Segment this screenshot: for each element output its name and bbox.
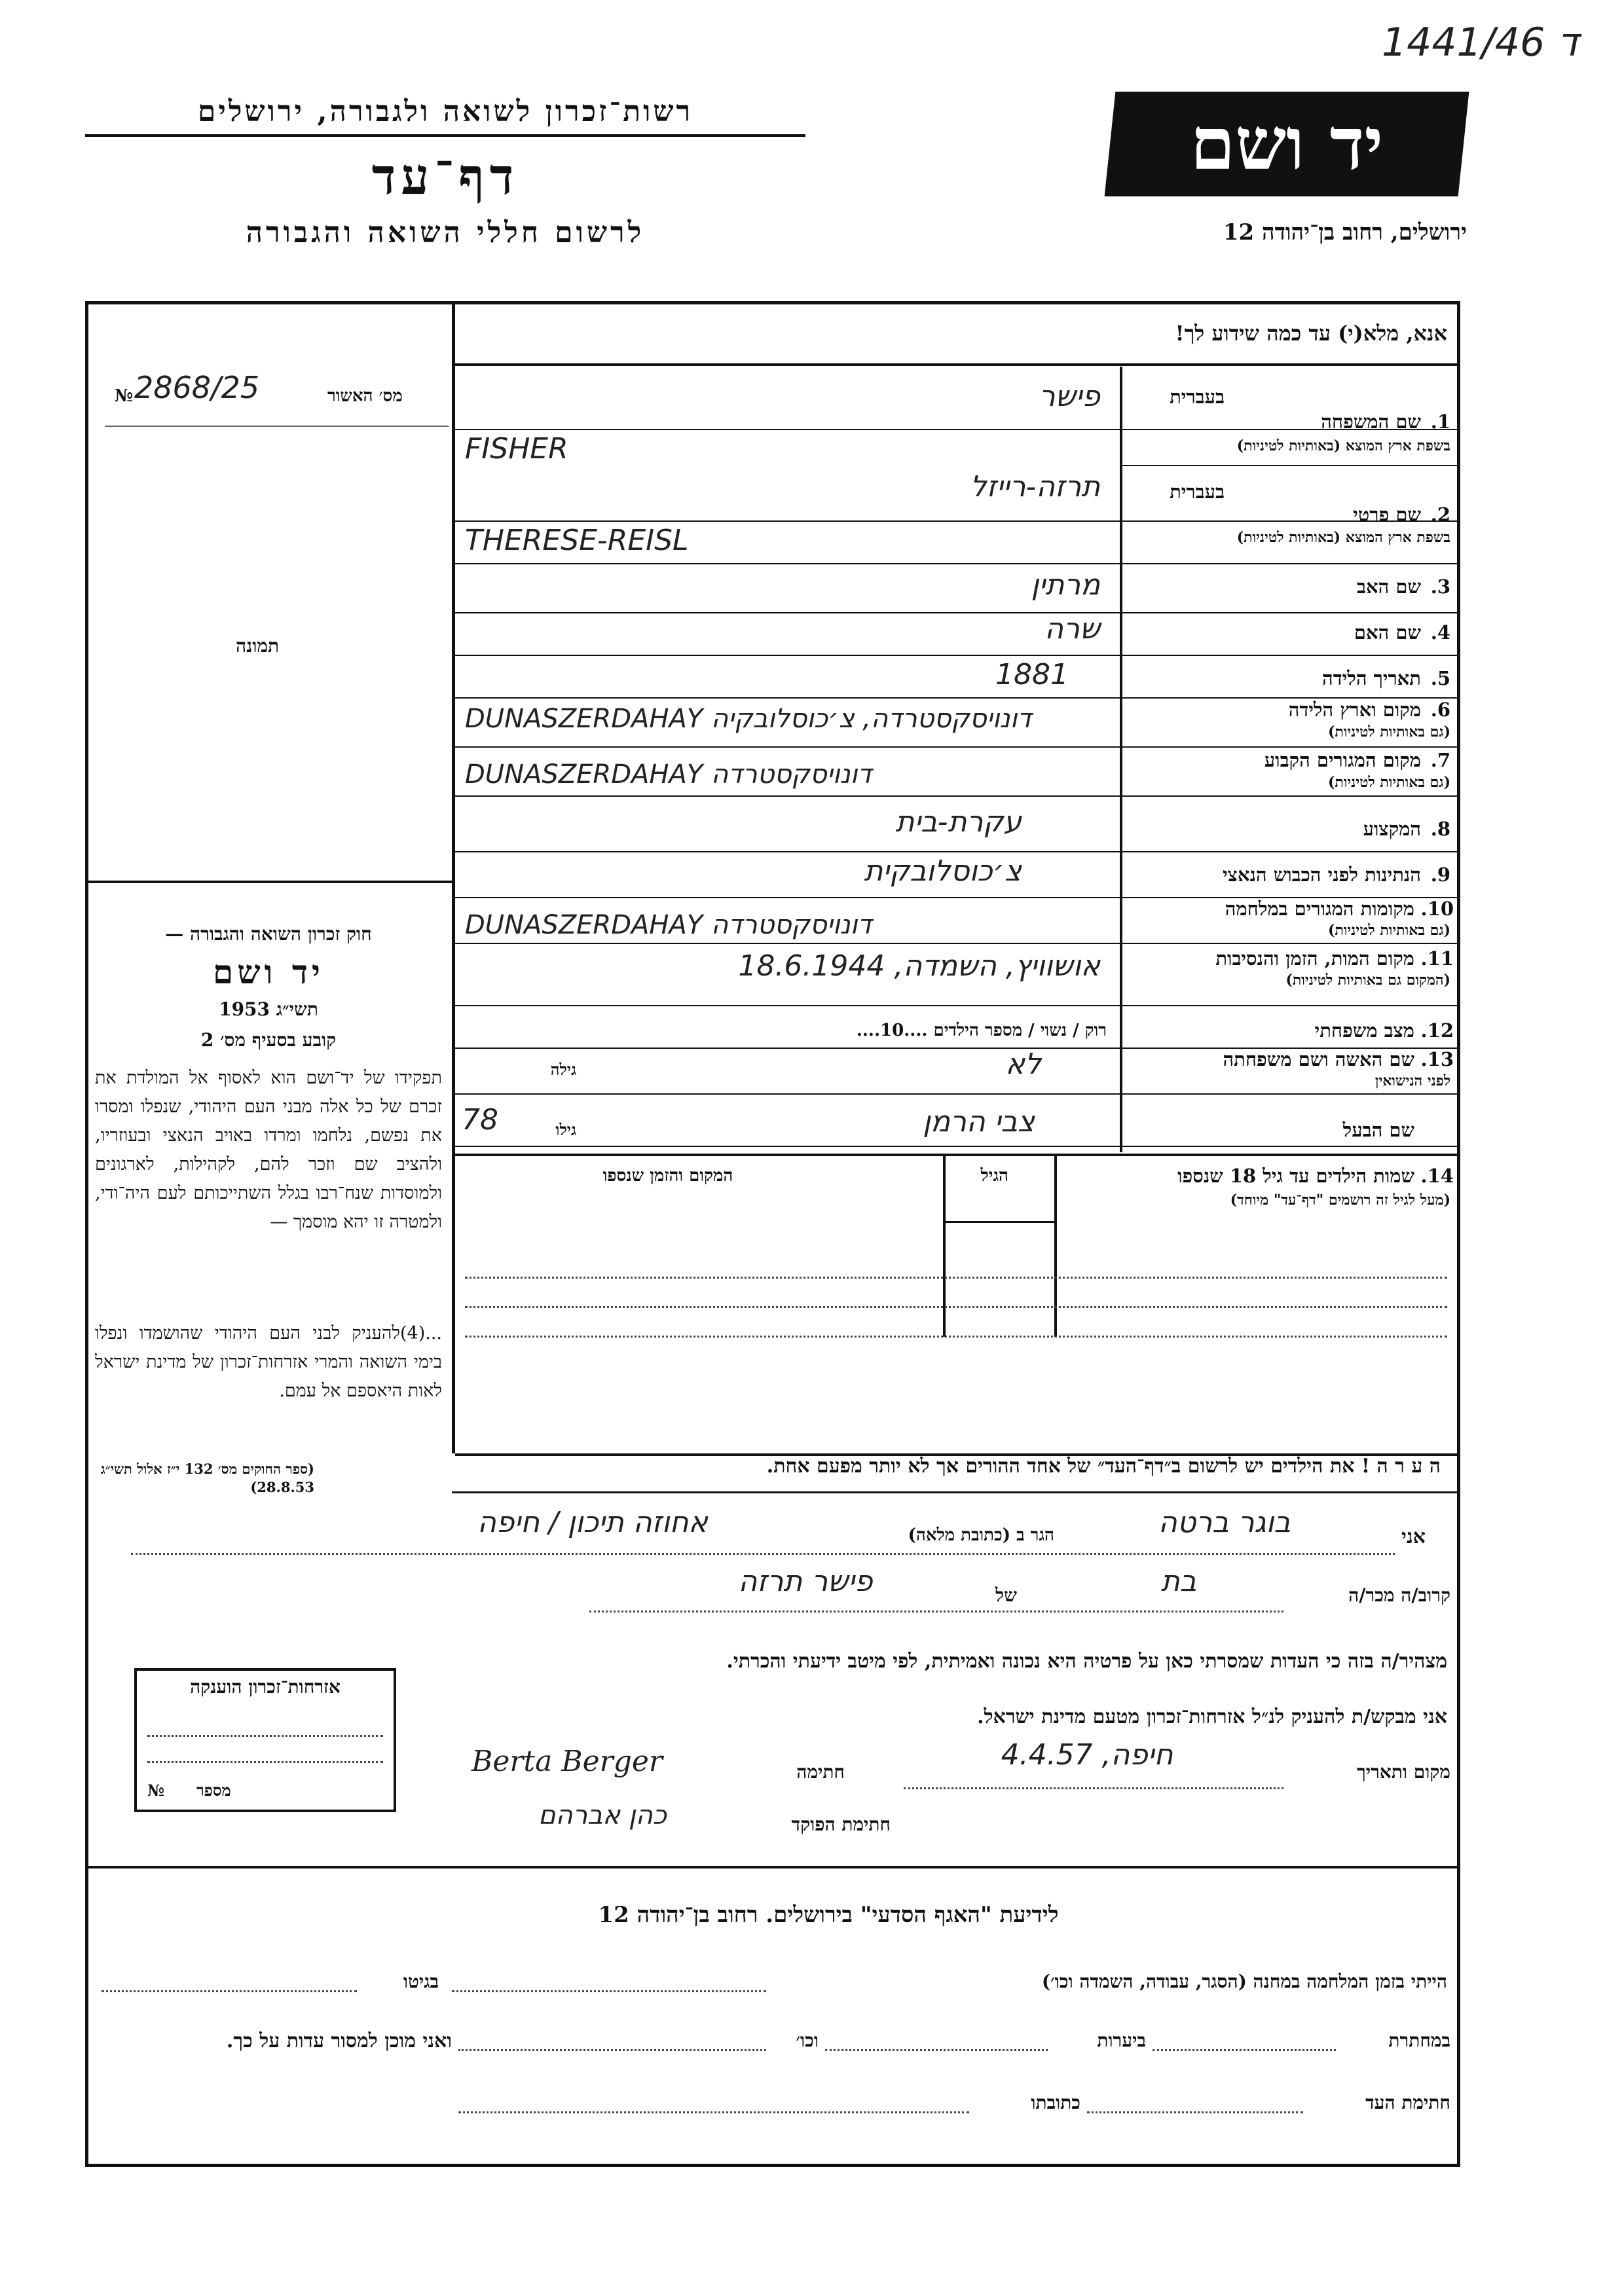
decl-request: אני מבקש/ת להעניק לנ״ל אזרחות־זכרון מטעם מדינת ישראל. xyxy=(977,1705,1447,1728)
signature-label: חתימה xyxy=(796,1761,845,1783)
field-3-label: שם האב xyxy=(1356,575,1421,598)
logo-text: יד ושם xyxy=(1190,101,1384,186)
approval-underline xyxy=(105,426,449,427)
signature-value[interactable]: Berta Berger xyxy=(471,1745,663,1778)
note-underline xyxy=(452,1491,1460,1493)
children-col-age: הגיל xyxy=(980,1166,1008,1186)
official-value[interactable]: כהן אברהם xyxy=(538,1800,667,1831)
footer-line2-fill-1[interactable] xyxy=(1153,2049,1336,2051)
footer-line3-fill-2[interactable] xyxy=(458,2111,969,2113)
field-8-label: המקצוע xyxy=(1363,818,1421,840)
footer-line1-a: הייתי בזמן המלחמה במחנה (הסגר, עבודה, השמדה וכו׳) xyxy=(1041,1971,1447,1992)
field-6-number: 6. xyxy=(1430,699,1450,721)
photo-label: תמונה xyxy=(236,635,280,657)
children-col-divider-1 xyxy=(1054,1154,1057,1337)
law-reference: (ספר החוקים מס׳ 132 י״ז אלול תשי״ג 28.8.53) xyxy=(100,1461,314,1495)
field-13-sub: לפני הנישואין xyxy=(1375,1072,1450,1089)
field-5-value[interactable]: 1881 xyxy=(995,658,1069,691)
field-7-label: מקום המגורים הקבוע xyxy=(1264,749,1421,771)
footer-line1-fill-2[interactable] xyxy=(101,1990,357,1992)
field-11-label: מקום המות, הזמן והנסיבות xyxy=(1215,947,1414,970)
decl-statement: מצהיר/ה בזה כי העדות שמסרתי כאן על פרטיה היא נכונה ואמיתית, לפי מיטב ידיעתי והכרתי. xyxy=(726,1650,1447,1673)
intro-text: אנא, מלא(י) עד כמה שידוע לך! xyxy=(1175,321,1447,346)
field-1-sub: בשפת ארץ המוצא (באותיות לטיניות) xyxy=(1236,437,1450,454)
husband-age-value[interactable]: 78 xyxy=(462,1103,498,1137)
decl-relation-label: קרוב/ה מכר/ה xyxy=(1348,1584,1450,1606)
field-2-sub: בשפת ארץ המוצא (באותיות לטיניות) xyxy=(1236,529,1450,546)
field-7-value[interactable]: DUNASZERDAHAY דונויסקסטרדה xyxy=(465,759,872,790)
law-year: תשי״ג 1953 xyxy=(219,998,318,1020)
field-3-number: 3. xyxy=(1430,575,1450,598)
field-13-extra[interactable]: לא xyxy=(1005,1048,1041,1081)
field-4-label: שם האם xyxy=(1354,621,1421,644)
field-1-label: שם המשפחה xyxy=(1321,410,1421,433)
field-12-number: 12. xyxy=(1420,1019,1454,1042)
photo-bottom-line xyxy=(88,881,452,883)
law-name: יד ושם xyxy=(213,953,324,991)
address: ירושלים, רחוב בן־יהודה 12 xyxy=(1223,219,1467,246)
children-top-line xyxy=(455,1154,1460,1156)
field-11-number: 11. xyxy=(1420,947,1454,970)
law-body-2: ...(4)להעניק לבני העם היהודי שהושמדו ונפלו בימי השואה והמרי אזרחות־זכרון של מדינת ישראל לאות היאספם אל עמם. xyxy=(95,1323,442,1401)
field-3-value[interactable]: מרתין xyxy=(1031,568,1100,602)
footer-line2-b: ביערות xyxy=(1097,2030,1146,2051)
field-11-sub: (המקום גם באותיות לטיניות) xyxy=(1285,972,1450,989)
field-7-number: 7. xyxy=(1430,749,1450,771)
decl-address[interactable]: אחוזה תיכון / חיפה xyxy=(477,1506,708,1539)
decl-prefix: אני xyxy=(1401,1525,1426,1548)
footer-line3-b: כתובתו xyxy=(1031,2092,1080,2113)
husband-value[interactable]: צבי הרמן xyxy=(923,1105,1035,1139)
org-underline xyxy=(85,134,805,137)
field-10-value[interactable]: DUNASZERDAHAY דונויסקסטרדה xyxy=(465,910,872,940)
children-number: 14. xyxy=(1420,1165,1454,1187)
footer-line2-fill-2[interactable] xyxy=(825,2049,1048,2051)
children-col-place: המקום והזמן שנספו xyxy=(602,1166,733,1186)
children-row-3[interactable] xyxy=(465,1336,1447,1338)
children-col-divider-2 xyxy=(943,1154,946,1337)
husband-label: שם הבעל xyxy=(1342,1119,1414,1141)
approval-number: 2868/25 xyxy=(134,370,260,405)
approval-label: מס׳ האשור xyxy=(327,386,403,406)
field-1-number: 1. xyxy=(1430,410,1450,433)
field-9-number: 9. xyxy=(1430,864,1450,886)
field-12-value[interactable]: רוק / נשוי / מספר הילדים ....10.... xyxy=(856,1021,1107,1040)
decl-relation[interactable]: בת xyxy=(1160,1565,1197,1598)
field-8-number: 8. xyxy=(1430,818,1450,840)
field-12-label: מצב משפחתי xyxy=(1314,1019,1414,1042)
footer-line2-fill-3[interactable] xyxy=(458,2049,766,2051)
declaration-bottom-line xyxy=(88,1866,1457,1868)
children-note: ה ע ר ה ! את הילדים יש לרשום ב״דף־העד״ של אחד ההורים אך לא יותר מפעם אחת. xyxy=(766,1455,1441,1478)
form-title: דף־עד xyxy=(371,147,519,206)
children-row-1[interactable] xyxy=(465,1277,1447,1279)
field-11-value[interactable]: אושוויץ, השמדה, 18.6.1944 xyxy=(738,949,1100,983)
decl-of: של xyxy=(995,1584,1017,1606)
official-label: חתימת הפוקד xyxy=(791,1813,891,1835)
footer-line2-d: ואני מוכן למסור עדות על כך. xyxy=(226,2030,452,2052)
place-date-value[interactable]: חיפה, 4.4.57 xyxy=(1001,1738,1173,1772)
citizenship-number-label: מספר xyxy=(196,1781,231,1800)
field-6-label: מקום וארץ הלידה xyxy=(1288,699,1421,721)
field-2-latin-value[interactable]: THERESE-REISL xyxy=(465,524,689,557)
field-7-sub: (גם באותיות לטיניות) xyxy=(1327,774,1450,791)
field-9-label: הנתינות לפני הכבוש הנאצי xyxy=(1223,864,1421,886)
field-1-hebrew-value[interactable]: פישר xyxy=(1039,380,1100,413)
field-13-number: 13. xyxy=(1420,1048,1454,1070)
intro-underline xyxy=(452,363,1460,366)
field-5-label: תאריך הלידה xyxy=(1322,667,1421,689)
field-4-value[interactable]: שרה xyxy=(1044,612,1100,646)
left-column-divider xyxy=(452,301,455,1453)
label-column-divider xyxy=(1120,367,1122,1152)
children-row-2[interactable] xyxy=(465,1306,1447,1308)
decl-subject[interactable]: פישר תרזה xyxy=(738,1565,873,1598)
field-2-label: שם פרטי xyxy=(1353,503,1421,526)
decl-name[interactable]: בוגר ברטה xyxy=(1158,1506,1291,1539)
children-subtitle: (מעל לגיל זה רושמים "דף־עד" מיוחד) xyxy=(1230,1192,1450,1209)
field-5-number: 5. xyxy=(1430,667,1450,689)
citizenship-line-2 xyxy=(147,1761,383,1763)
field-2-number: 2. xyxy=(1430,503,1450,526)
children-title: שמות הילדים עד גיל 18 שנספו xyxy=(1177,1165,1414,1187)
field-1-latin-value[interactable]: FISHER xyxy=(465,432,568,465)
children-col-divider-3 xyxy=(943,1221,1054,1223)
field-10-number: 10. xyxy=(1420,898,1454,920)
approval-no-sign: № xyxy=(115,386,134,406)
footer-line2-a: במחתרת xyxy=(1388,2030,1450,2051)
field-10-label: מקומות המגורים במלחמה xyxy=(1225,898,1414,920)
citizenship-no-sign: № xyxy=(147,1781,165,1800)
footer-line3-a: חתימת העד xyxy=(1365,2092,1450,2113)
field-8-value[interactable]: עקרת-בית xyxy=(895,805,1022,839)
citizenship-line-1 xyxy=(147,1735,383,1737)
field-2-hebrew-value[interactable]: תרזה-רייזל xyxy=(970,470,1100,503)
field-9-value[interactable]: צ׳כוסלובקית xyxy=(864,854,1022,888)
field-1-hebrew-tag: בעברית xyxy=(1170,386,1225,408)
field-13-label: שם האשה ושם משפחתה xyxy=(1223,1048,1414,1070)
corner-handwriting: ד 1441/46 xyxy=(1382,20,1579,65)
footer-line1-fill[interactable] xyxy=(452,1990,766,1992)
citizenship-title: אזרחות־זכרון הוענקה xyxy=(190,1676,341,1698)
footer-line1-b: בגיטו xyxy=(403,1971,439,1992)
footer-line2-c: וכו׳ xyxy=(796,2030,819,2051)
law-title: חוק זכרון השואה והגבורה — xyxy=(165,923,372,945)
place-date-line xyxy=(904,1787,1283,1789)
field-4-number: 4. xyxy=(1430,621,1450,644)
decl-line-1 xyxy=(131,1553,1395,1555)
form-subtitle: לרשום חללי השואה והגבורה xyxy=(246,216,645,249)
decl-address-label: הגר ב (כתובת מלאה) xyxy=(908,1525,1054,1545)
footer-title: לידיעת "האגף הסדעי" בירושלים. רחוב בן־יהודה 12 xyxy=(598,1902,1059,1928)
husband-age-label: גילו xyxy=(555,1120,576,1139)
law-section: קובע בסעיף מס׳ 2 xyxy=(200,1029,337,1051)
decl-line-2 xyxy=(589,1611,1283,1613)
field-13-age-label: גילה xyxy=(550,1060,576,1079)
law-body: תפקידו של יד־ושם הוא לאסוף אל המולדת את זכרם של כל אלה מבני העם היהודי, שנפלו ומסרו את נפשם, נלחמו ומרדו באויב הנאצי ובעוזריו, ולהציב שם וזכר להם, לקהילות, לארגונים ולמוסדות שנח־רבו בגלל השתייכותם לעם היה־ודי, ולמטרה זו יהא מוסמך — xyxy=(95,1068,442,1232)
org-line: רשות־זכרון לשואה ולגבורה, ירושלים xyxy=(197,95,693,128)
field-6-value[interactable]: DUNASZERDAHAY דונויסקסטרדה, צ׳כוסלובקיה xyxy=(465,704,1032,734)
place-date-label: מקום ותאריך xyxy=(1356,1761,1450,1783)
field-10-sub: (גם באותיות לטיניות) xyxy=(1327,922,1450,939)
field-2-hebrew-tag: בעברית xyxy=(1170,481,1225,503)
field-6-sub: (גם באותיות לטיניות) xyxy=(1327,723,1450,740)
footer-line3-fill-1[interactable] xyxy=(1087,2111,1303,2113)
